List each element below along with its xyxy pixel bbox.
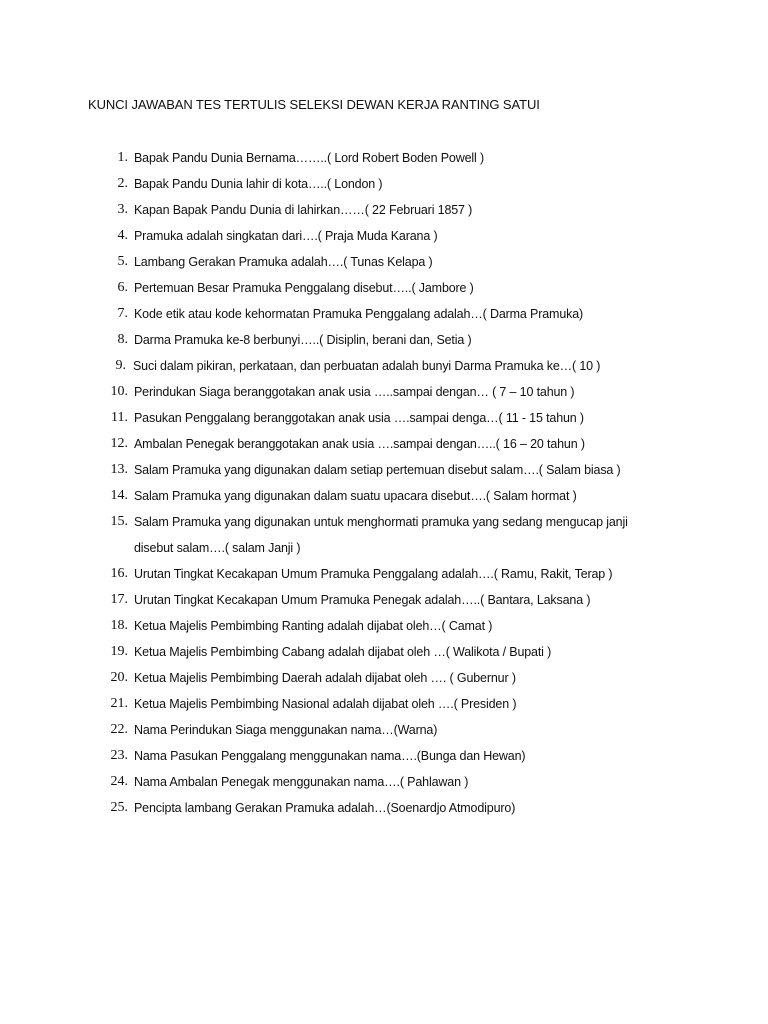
item-number: 5.: [117, 254, 128, 269]
item-text: Nama Perindukan Siaga menggunakan nama…(Warna): [134, 723, 438, 737]
item-text: Ketua Majelis Pembimbing Cabang adalah dijabat oleh …( Walikota / Bupati ): [134, 645, 552, 659]
item-number: 7.: [117, 306, 128, 321]
item-text: Pertemuan Besar Pramuka Penggalang disebut…..( Jambore ): [134, 281, 474, 295]
item-number: 13.: [110, 462, 128, 477]
item-text: Salam Pramuka yang digunakan untuk menghormati pramuka yang sedang mengucap janji disebut salam….( salam Janji ): [134, 515, 628, 555]
item-number: 2.: [117, 176, 128, 191]
item-text: Urutan Tingkat Kecakapan Umum Pramuka Penggalang adalah….( Ramu, Rakit, Terap ): [134, 567, 613, 581]
item-text: Nama Ambalan Penegak menggunakan nama….( Pahlawan ): [134, 775, 469, 789]
item-text: Darma Pramuka ke-8 berbunyi…..( Disiplin, berani dan, Setia ): [134, 333, 472, 347]
item-text: Suci dalam pikiran, perkataan, dan perbuatan adalah bunyi Darma Pramuka ke…( 10 ): [133, 359, 601, 373]
item-number: 11.: [111, 410, 128, 425]
item-text: Salam Pramuka yang digunakan dalam setiap pertemuan disebut salam….( Salam biasa ): [134, 463, 621, 477]
item-number: 1.: [117, 150, 128, 165]
document-title: KUNCI JAWABAN TES TERTULIS SELEKSI DEWAN KERJA RANTING SATUI: [88, 97, 540, 112]
item-text: Bapak Pandu Dunia lahir di kota…..( London ): [134, 177, 383, 191]
item-number: 14.: [110, 488, 128, 503]
item-number: 12.: [110, 436, 128, 451]
item-number: 4.: [117, 228, 128, 243]
item-number: 8.: [117, 332, 128, 347]
item-text: Urutan Tingkat Kecakapan Umum Pramuka Penegak adalah…..( Bantara, Laksana ): [134, 593, 591, 607]
item-text: Ketua Majelis Pembimbing Ranting adalah dijabat oleh…( Camat ): [134, 619, 493, 633]
item-text: Kapan Bapak Pandu Dunia di lahirkan……( 22 Februari 1857 ): [134, 203, 473, 217]
item-number: 20.: [110, 670, 128, 685]
item-number: 21.: [110, 696, 128, 711]
item-number: 19.: [110, 644, 128, 659]
item-number: 6.: [117, 280, 128, 295]
item-number: 9.: [115, 358, 126, 373]
item-number: 23.: [110, 748, 128, 763]
item-number: 17.: [110, 592, 128, 607]
item-text: Bapak Pandu Dunia Bernama……..( Lord Robert Boden Powell ): [134, 151, 484, 165]
item-number: 25.: [110, 800, 128, 815]
item-text: Salam Pramuka yang digunakan dalam suatu upacara disebut….( Salam hormat ): [134, 489, 577, 503]
item-text: Pencipta lambang Gerakan Pramuka adalah…(Soenardjo Atmodipuro): [134, 801, 516, 815]
item-number: 22.: [110, 722, 128, 737]
item-text: Kode etik atau kode kehormatan Pramuka Penggalang adalah…( Darma Pramuka): [134, 307, 584, 321]
item-text: Ketua Majelis Pembimbing Daerah adalah dijabat oleh …. ( Gubernur ): [134, 671, 516, 685]
item-text: Ketua Majelis Pembimbing Nasional adalah dijabat oleh ….( Presiden ): [134, 697, 517, 711]
item-number: 15.: [110, 514, 128, 529]
item-number: 18.: [110, 618, 128, 633]
item-text: Perindukan Siaga beranggotakan anak usia …..sampai dengan… ( 7 – 10 tahun ): [134, 385, 575, 399]
item-text: Ambalan Penegak beranggotakan anak usia ….sampai dengan…..( 16 – 20 tahun ): [134, 437, 585, 451]
item-text: Nama Pasukan Penggalang menggunakan nama….(Bunga dan Hewan): [134, 749, 526, 763]
item-number: 10.: [110, 384, 128, 399]
item-number: 16.: [110, 566, 128, 581]
item-text: Pramuka adalah singkatan dari….( Praja Muda Karana ): [134, 229, 438, 243]
item-number: 24.: [110, 774, 128, 789]
item-text: Pasukan Penggalang beranggotakan anak usia ….sampai denga…( 11 - 15 tahun ): [134, 411, 584, 425]
item-number: 3.: [117, 202, 128, 217]
item-text: Lambang Gerakan Pramuka adalah….( Tunas Kelapa ): [134, 255, 433, 269]
